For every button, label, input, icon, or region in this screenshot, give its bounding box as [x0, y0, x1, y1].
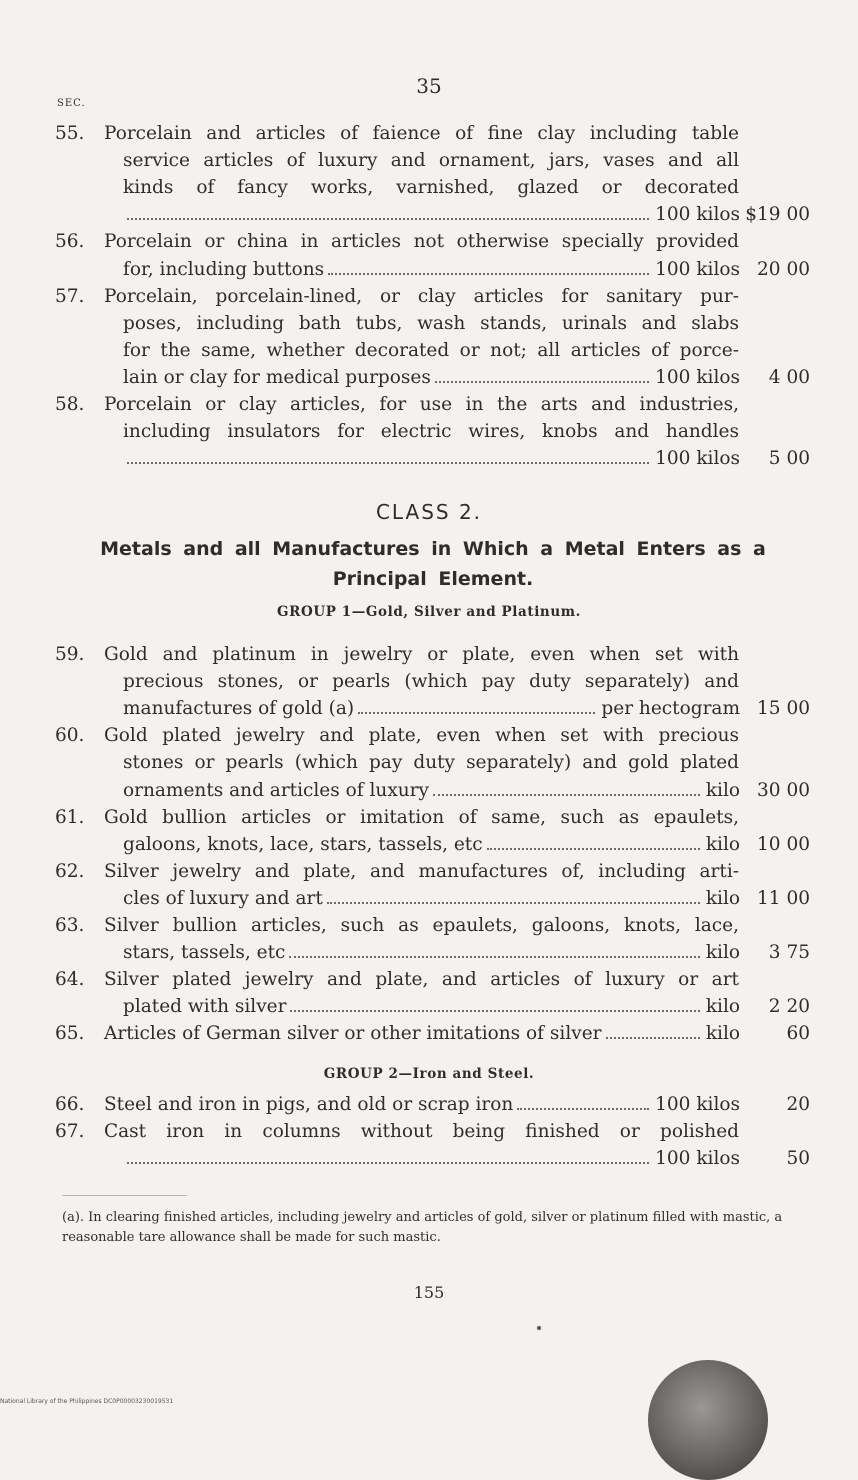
entry-leader-row	[123, 201, 740, 228]
entry-last-text: ornaments and articles of luxury	[123, 779, 429, 801]
entry-number: 66.	[55, 1094, 85, 1115]
entry-leader-row	[104, 1020, 740, 1047]
dot-leader	[127, 1162, 649, 1164]
dot-leader	[328, 273, 649, 275]
entry-number: 60.	[55, 725, 85, 747]
dot-leader	[290, 1010, 699, 1012]
dot-leader	[289, 956, 699, 958]
entry-text-line: for the same, whether decorated or not; all articles of porce-	[123, 339, 739, 361]
class-subheading: Metals and all Manufactures in Which a Metal Enters as a Principal Element.	[100, 538, 766, 590]
entry-unit: kilo	[705, 1023, 740, 1045]
scan-stamp: National Library of the Philippines DC0P00003230019531	[0, 1398, 174, 1405]
entry-text-line: stones or pearls (which pay duty separately) and gold plated	[123, 752, 739, 774]
entry-duty: 10 00	[757, 833, 810, 855]
entry-number: 67.	[55, 1121, 85, 1143]
class-heading: CLASS 2.	[375, 500, 483, 524]
dot-leader	[127, 218, 649, 220]
entry-number: 59.	[55, 644, 85, 665]
entry-leader-row	[123, 445, 740, 472]
entry-text-line: Silver jewelry and plate, and manufactures of, including arti-	[104, 860, 739, 882]
entry-text-line: kinds of fancy works, varnished, glazed or decorated	[123, 177, 739, 199]
entry-unit: kilo	[705, 887, 740, 909]
entry-leader-row	[123, 695, 740, 722]
entry-text-line: Cast iron in columns without being finished or polished	[104, 1121, 739, 1143]
entry-last-text: manufactures of gold (a)	[123, 698, 355, 720]
entry-number: 56.	[55, 231, 85, 253]
entry-number: 63.	[55, 915, 85, 936]
entry-duty: 30 00	[757, 779, 810, 801]
entry-text-line: Porcelain or china in articles not otherwise specially provided	[104, 231, 739, 253]
entry-last-text: Steel and iron in pigs, and old or scrap iron	[104, 1094, 514, 1115]
entry-number: 64.	[55, 969, 85, 991]
entry-unit: 100 kilos	[655, 366, 740, 388]
entry-number: 58.	[55, 394, 85, 415]
entry-text-line: service articles of luxury and ornament, jars, vases and all	[123, 150, 739, 172]
speck-mark	[537, 1326, 541, 1330]
entry-duty: $19 00	[745, 204, 810, 226]
entry-text-line: including insulators for electric wires, knobs and handles	[123, 421, 739, 443]
entry-leader-row	[123, 1145, 740, 1172]
entry-number: 57.	[55, 285, 85, 307]
entry-duty: 5 00	[768, 448, 810, 470]
dot-leader	[435, 381, 649, 383]
entry-unit: 100 kilos	[655, 1094, 740, 1115]
entry-duty: 11 00	[757, 887, 810, 909]
entry-text-line: Porcelain or clay articles, for use in the arts and industries,	[104, 394, 739, 415]
entry-leader-row	[123, 993, 740, 1020]
entry-number: 65.	[55, 1023, 85, 1045]
entry-leader-row	[123, 256, 740, 283]
entry-last-text: cles of luxury and art	[123, 887, 323, 909]
entry-duty: 15 00	[757, 698, 810, 720]
entry-unit: 100 kilos	[655, 1148, 740, 1170]
entry-number: 55.	[55, 123, 85, 144]
section-label: SEC.	[57, 98, 86, 109]
entry-unit: per hectogram	[601, 698, 740, 720]
entry-unit: kilo	[705, 833, 740, 855]
entry-duty: 60	[786, 1023, 810, 1045]
entry-leader-row	[123, 831, 740, 858]
entry-number: 61.	[55, 806, 85, 828]
entry-leader-row	[123, 777, 740, 804]
entry-last-text: stars, tassels, etc	[123, 942, 286, 964]
entry-unit: 100 kilos	[655, 448, 740, 470]
entry-duty: 20 00	[757, 258, 810, 280]
entry-unit: kilo	[705, 779, 740, 801]
dot-leader	[517, 1108, 649, 1110]
entry-leader-row	[123, 364, 740, 391]
entry-unit: kilo	[705, 996, 740, 1018]
dot-leader	[606, 1037, 700, 1039]
dot-leader	[433, 794, 700, 796]
group2-heading: GROUP 2—Iron and Steel.	[323, 1066, 535, 1082]
group1-heading: GROUP 1—Gold, Silver and Platinum.	[277, 604, 581, 620]
page-number: 35	[416, 74, 442, 98]
entry-text-line: poses, including bath tubs, wash stands, urinals and slabs	[123, 312, 739, 334]
dot-leader	[487, 848, 700, 850]
entry-duty: 20	[786, 1094, 810, 1115]
entry-last-text: lain or clay for medical purposes	[123, 366, 431, 388]
entry-last-text: plated with silver	[123, 996, 287, 1018]
entry-unit: 100 kilos	[655, 258, 740, 280]
entry-text-line: Gold bullion articles or imitation of same, such as epaulets,	[104, 806, 739, 828]
entry-text-line: Silver plated jewelry and plate, and articles of luxury or art	[104, 969, 739, 991]
entry-number: 62.	[55, 860, 85, 882]
entry-unit: kilo	[705, 942, 740, 964]
entry-text-line: Porcelain, porcelain-lined, or clay articles for sanitary pur-	[104, 285, 739, 307]
entry-last-text: Articles of German silver or other imitations of silver	[104, 1023, 602, 1045]
entry-unit: 100 kilos	[655, 204, 740, 226]
entry-leader-row	[123, 885, 740, 912]
entry-text-line: Gold and platinum in jewelry or plate, even when set with	[104, 644, 739, 665]
entry-duty: 50	[786, 1148, 810, 1170]
footnote-rule	[62, 1195, 187, 1196]
library-seal	[648, 1360, 768, 1480]
entry-leader-row	[123, 939, 740, 966]
entry-duty: 4 00	[768, 366, 810, 388]
entry-last-text: galoons, knots, lace, stars, tassels, etc	[123, 833, 483, 855]
entry-text-line: Gold plated jewelry and plate, even when set with precious	[104, 725, 739, 747]
entry-duty: 3 75	[768, 942, 810, 964]
footnote: (a). In clearing finished articles, including jewelry and articles of gold, silver or platinum filled with mastic, a reasonable tare allowance shall be made for such mastic.	[62, 1210, 783, 1245]
bottom-number: 155	[413, 1283, 445, 1302]
dot-leader	[358, 712, 595, 714]
entry-text-line: precious stones, or pearls (which pay duty separately) and	[123, 671, 739, 693]
dot-leader	[127, 462, 649, 464]
entry-duty: 2 20	[768, 996, 810, 1018]
entry-last-text: for, including buttons	[123, 258, 325, 280]
entry-text-line: Silver bullion articles, such as epaulets, galoons, knots, lace,	[104, 915, 739, 936]
entry-text-line: Porcelain and articles of faience of fine clay including table	[104, 123, 739, 144]
dot-leader	[327, 902, 700, 904]
entry-leader-row	[104, 1091, 740, 1118]
